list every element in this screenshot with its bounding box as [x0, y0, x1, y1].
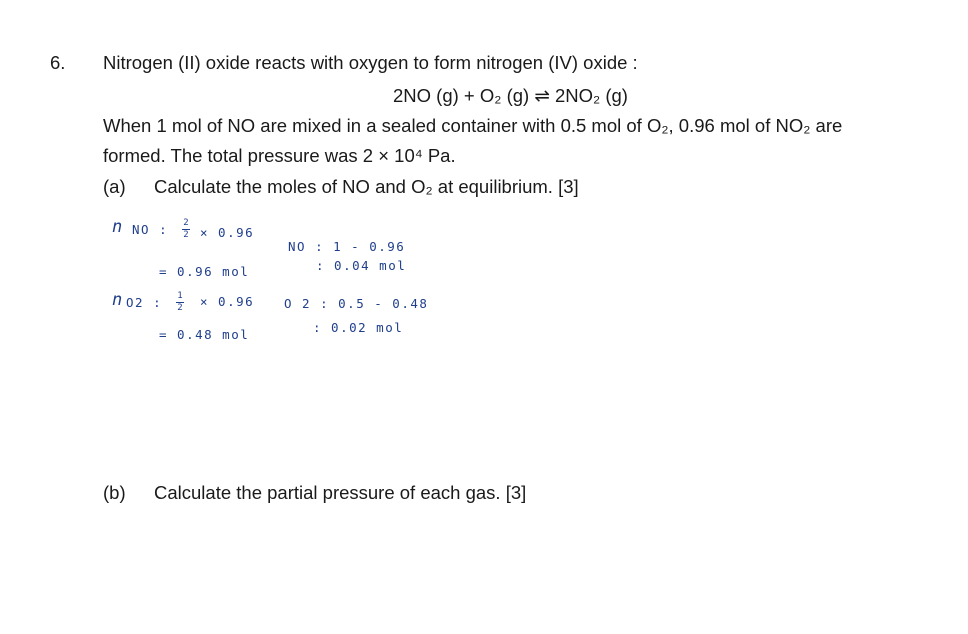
hw-o2-fraction-denominator: 2 [177, 303, 183, 313]
hw-o2-fraction [176, 292, 184, 313]
hw-n-symbol: n [112, 217, 123, 237]
question-line-1: When 1 mol of NO are mixed in a sealed container with 0.5 mol of O₂, 0.96 mol of NO₂ are [103, 115, 843, 136]
hw-no-moles-result: = 0.96 mol [159, 264, 250, 279]
part-a-label: (a) [103, 176, 126, 197]
question-line-2: formed. The total pressure was 2 × 10⁴ Pa. [103, 145, 456, 166]
hw-no-equilibrium-calc: NO : 1 - 0.96 [288, 239, 406, 254]
hw-no-fraction [182, 219, 190, 240]
part-a-text: Calculate the moles of NO and O₂ at equilibrium. [3] [154, 176, 579, 197]
hw-o2-fraction-numerator: 1 [177, 291, 183, 301]
hw-no-fraction-numerator: 2 [183, 218, 189, 228]
question-number: 6. [50, 52, 66, 73]
hw-o2-equilibrium-calc: O 2 : 0.5 - 0.48 [284, 296, 429, 311]
hw-no-multiply: × 0.96 [200, 225, 255, 240]
hw-o2-equilibrium-result: : 0.02 mol [313, 320, 404, 335]
hw-no-fraction-denominator: 2 [183, 230, 189, 240]
part-b-text: Calculate the partial pressure of each gas. [3] [154, 482, 527, 503]
question-intro: Nitrogen (II) oxide reacts with oxygen to form nitrogen (IV) oxide : [103, 52, 638, 73]
hw-o2-multiply: × 0.96 [200, 294, 255, 309]
hw-o2-label: O2 : [126, 295, 163, 310]
part-b-label: (b) [103, 482, 126, 503]
hw-n-symbol: n [112, 290, 123, 310]
hw-no-label: NO : [132, 222, 169, 237]
reaction-equation: 2NO (g) + O₂ (g) ⇌ 2NO₂ (g) [393, 85, 628, 106]
hw-o2-moles-result: = 0.48 mol [159, 327, 250, 342]
hw-no-equilibrium-result: : 0.04 mol [316, 258, 407, 273]
